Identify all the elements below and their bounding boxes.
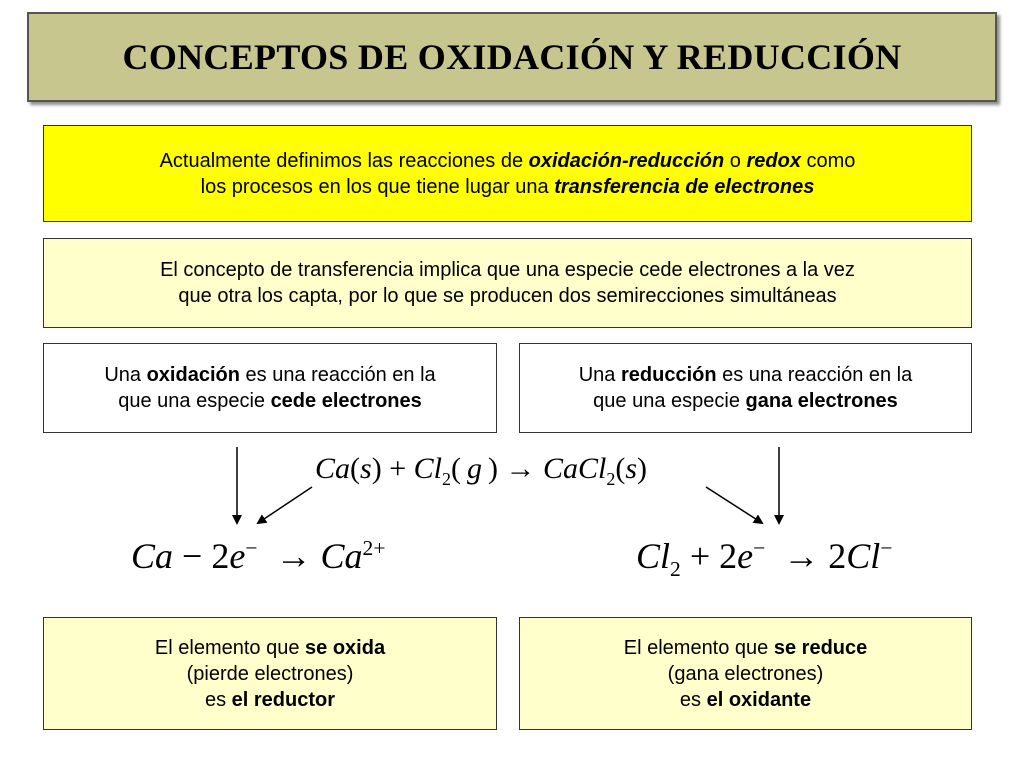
reduction-term: reducción [620, 364, 717, 386]
definition-line-1: Actualmente definimos las reacciones de oxidación-reducción o redox como [159, 149, 856, 172]
concept-line-2: que otra los capta, por lo que se producen dos semirecciones simultáneas [178, 285, 837, 307]
se-oxida-term: se oxida [305, 636, 386, 659]
reduction-half-equation: $Cl_2 + 2e^- \to 2Cl^-$ [636, 536, 893, 582]
definition-line-2: los procesos en los que tiene lugar una transferencia de electrones [200, 175, 815, 198]
main-equation: $Ca(s) + Cl_2$( g ) → CaCl$_2$(s) [315, 452, 648, 489]
oxidation-term: oxidación [146, 364, 240, 386]
right-diagonal-arrow [706, 487, 762, 523]
oxidante-box: El elemento que se reduce (gana electrones) es el oxidante [519, 617, 972, 730]
cede-term: cede electrones [270, 390, 422, 412]
reductor-box: El elemento que se oxida (pierde electrones) es el reductor [43, 617, 497, 730]
left-diagonal-arrow [258, 487, 312, 523]
oxidation-definition-box: Una oxidación es una reacción en la que una especie cede electrones [43, 343, 497, 433]
concept-line-1: El concepto de transferencia implica que una especie cede electrones a la vez [160, 259, 855, 281]
reductor-parenthetical: (pierde electrones) [186, 662, 354, 685]
redox-short-term: redox [746, 149, 801, 172]
se-reduce-term: se reduce [773, 636, 868, 659]
reductor-term: el reductor [231, 688, 336, 711]
oxidation-half-equation: $Ca - 2e^- \to Ca^{2+}$ [131, 536, 386, 576]
reduction-definition-box: Una reducción es una reacción en la que una especie gana electrones [519, 343, 972, 433]
page-title: CONCEPTOS DE OXIDACIÓN Y REDUCCIÓN [122, 37, 902, 77]
oxidante-term: el oxidante [706, 688, 812, 711]
gana-term: gana electrones [745, 390, 898, 412]
oxidante-parenthetical: (gana electrones) [667, 662, 824, 685]
redox-term: oxidación-reducción [528, 149, 725, 172]
transfer-term: transferencia de electrones [554, 175, 815, 198]
